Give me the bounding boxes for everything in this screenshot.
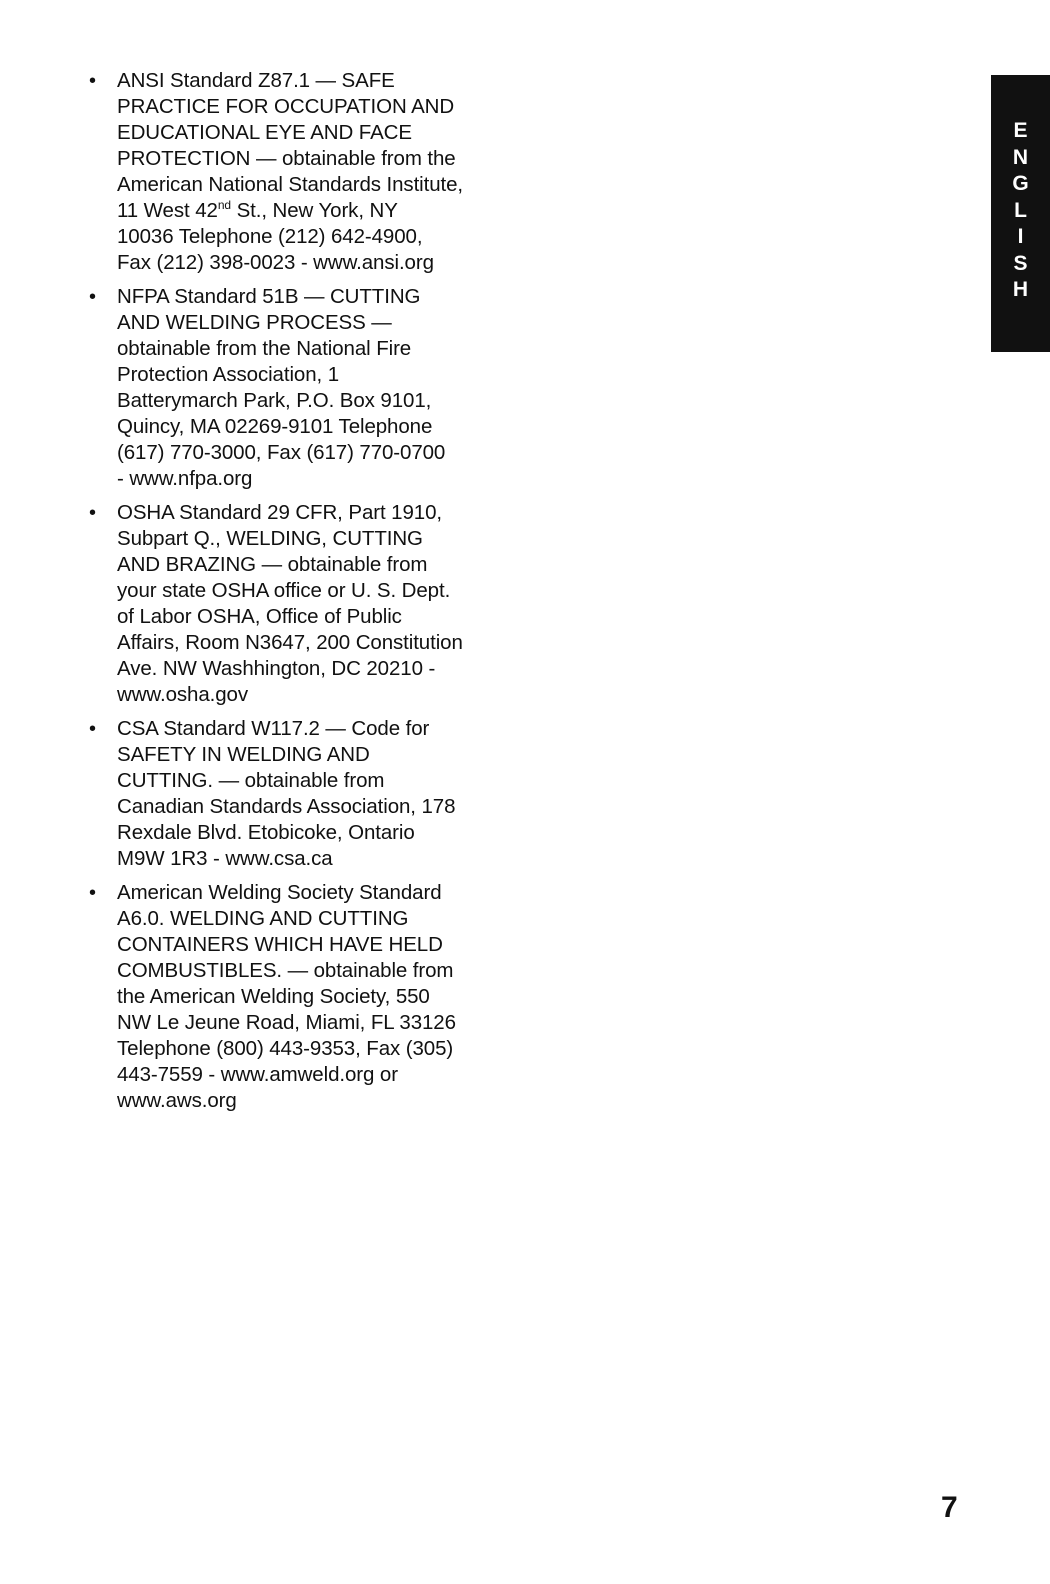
bullet-icon: • <box>89 882 96 904</box>
text-line: AND WELDING PROCESS — <box>117 311 392 334</box>
text-line: of Labor OSHA, Office of Public <box>117 605 402 628</box>
language-tab <box>991 75 1050 352</box>
text-line: CSA Standard W117.2 — Code for <box>117 717 430 740</box>
list-item-osha <box>90 500 530 708</box>
text-line: Rexdale Blvd. Etobicoke, Ontario <box>117 821 415 844</box>
list-item-aws <box>90 880 530 1114</box>
text-line: Batterymarch Park, P.O. Box 9101, <box>117 389 432 412</box>
text-line: Protection Association, 1 <box>117 363 339 386</box>
text-line: CONTAINERS WHICH HAVE HELD <box>117 933 443 956</box>
address-city: St., New York, NY <box>230 199 398 222</box>
ordinal-suffix: nd <box>217 198 231 212</box>
list-item-nfpa <box>90 284 530 492</box>
text-line: www.aws.org <box>117 1089 237 1112</box>
tab-letter: N <box>1012 145 1029 169</box>
bullet-icon: • <box>89 718 96 740</box>
text-line: (617) 770-3000, Fax (617) 770-0700 <box>117 441 446 464</box>
address-street: 11 West 42 <box>117 199 218 222</box>
text-line: 10036 Telephone (212) 642-4900, <box>117 225 423 248</box>
text-line: Canadian Standards Association, 178 <box>117 795 456 818</box>
tab-letter: H <box>1012 278 1029 301</box>
standards-list <box>90 68 530 1122</box>
text-line: American Welding Society Standard <box>117 881 442 904</box>
text-line: COMBUSTIBLES. — obtainable from <box>117 959 454 982</box>
page-number: 7 <box>941 1491 958 1524</box>
text-line: Ave. NW Washhington, DC 20210 - <box>117 657 436 680</box>
text-line: www.osha.gov <box>117 683 248 706</box>
text-line: AND BRAZING — obtainable from <box>117 553 428 576</box>
text-line: ANSI Standard Z87.1 — SAFE <box>117 69 395 92</box>
tab-letter: E <box>1013 119 1028 142</box>
address-line <box>117 198 530 224</box>
text-line: your state OSHA office or U. S. Dept. <box>117 579 451 602</box>
text-line: OSHA Standard 29 CFR, Part 1910, <box>117 501 442 524</box>
text-line: CUTTING. — obtainable from <box>117 769 385 792</box>
text-line: PRACTICE FOR OCCUPATION AND <box>117 95 455 118</box>
bullet-icon: • <box>89 70 96 92</box>
text-line: Quincy, MA 02269-9101 Telephone <box>117 415 433 438</box>
text-line: A6.0. WELDING AND CUTTING <box>117 907 409 930</box>
text-line: Affairs, Room N3647, 200 Constitution <box>117 631 463 654</box>
text-line: M9W 1R3 - www.csa.ca <box>117 847 333 870</box>
tab-letter: G <box>1012 172 1029 195</box>
text-line: obtainable from the National Fire <box>117 337 412 360</box>
text-line: Subpart Q., WELDING, CUTTING <box>117 527 423 550</box>
text-line: Fax (212) 398-0023 - www.ansi.org <box>117 251 434 274</box>
list-item-csa <box>90 716 530 872</box>
text-line: 443-7559 - www.amweld.org or <box>117 1063 398 1086</box>
tab-letter: L <box>1014 198 1027 222</box>
bullet-icon: • <box>89 286 96 308</box>
text-line: NW Le Jeune Road, Miami, FL 33126 <box>117 1011 456 1034</box>
text-line: SAFETY IN WELDING AND <box>117 743 370 766</box>
tab-letter: S <box>1013 251 1028 275</box>
text-line: the American Welding Society, 550 <box>117 985 430 1008</box>
text-line: American National Standards Institute, <box>117 173 464 196</box>
text-line: - www.nfpa.org <box>117 467 253 490</box>
bullet-icon: • <box>89 502 96 524</box>
text-line: Telephone (800) 443-9353, Fax (305) <box>117 1037 454 1060</box>
text-line: EDUCATIONAL EYE AND FACE <box>117 121 412 144</box>
text-line: PROTECTION — obtainable from the <box>117 147 456 170</box>
text-line: NFPA Standard 51B — CUTTING <box>117 285 421 308</box>
tab-letter: I <box>1017 225 1024 248</box>
list-item-ansi <box>90 68 530 276</box>
